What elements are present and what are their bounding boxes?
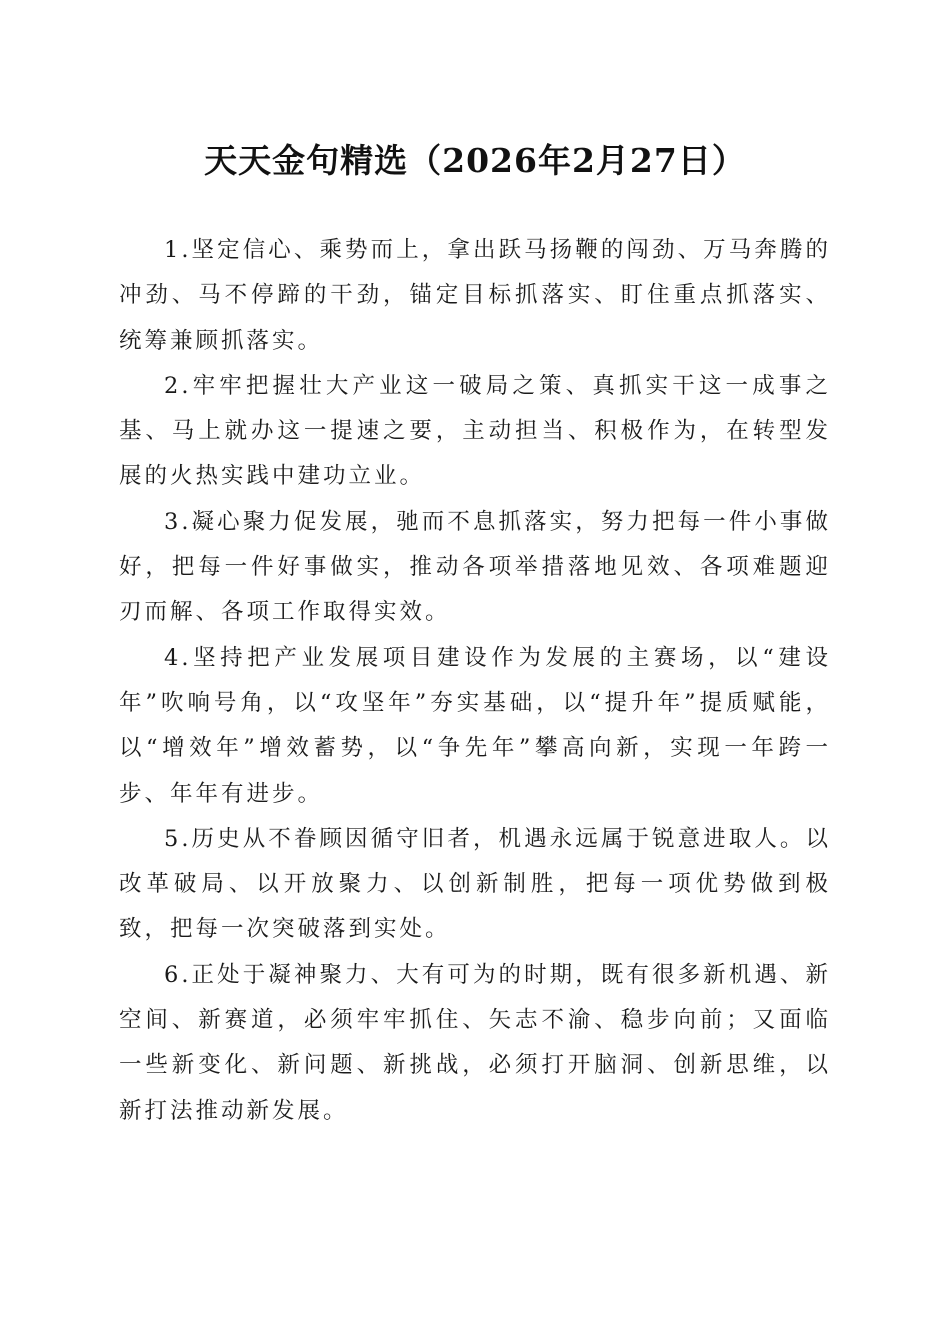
quote-paragraph-2: 2.牢牢把握壮大产业这一破局之策、真抓实干这一成事之基、马上就办这一提速之要，主动担当、积极作为，在转型发展的火热实践中建功立业。: [119, 372, 831, 490]
document-body: [119, 228, 831, 1134]
page-title: 天天金句精选（2026年2月27日）: [204, 141, 746, 180]
quote-paragraph-3: 3.凝心聚力促发展，驰而不息抓落实，努力把每一件小事做好，把每一件好事做实，推动各项举措落地见效、各项难题迎刃而解、各项工作取得实效。: [119, 508, 831, 626]
quote-paragraph-1: 1.坚定信心、乘势而上，拿出跃马扬鞭的闯劲、万马奔腾的冲劲、马不停蹄的干劲，锚定目标抓落实、盯住重点抓落实、统筹兼顾抓落实。: [119, 237, 831, 354]
quote-paragraph-5: 5.历史从不眷顾因循守旧者，机遇永远属于锐意进取人。以改革破局、以开放聚力、以创新制胜，把每一项优势做到极致，把每一次突破落到实处。: [119, 825, 831, 943]
quote-paragraph-4: 4.坚持把产业发展项目建设作为发展的主赛场，以“建设年”吹响号角，以“攻坚年”夯实基础，以“提升年”提质赋能，以“增效年”增效蓄势，以“争先年”攀高向新，实现一年跨一步、年年有进步。: [119, 644, 831, 807]
quote-paragraph-6: 6.正处于凝神聚力、大有可为的时期，既有很多新机遇、新空间、新赛道，必须牢牢抓住、矢志不渝、稳步向前；又面临一些新变化、新问题、新挑战，必须打开脑洞、创新思维，以新打法推动新发展。: [119, 961, 831, 1124]
